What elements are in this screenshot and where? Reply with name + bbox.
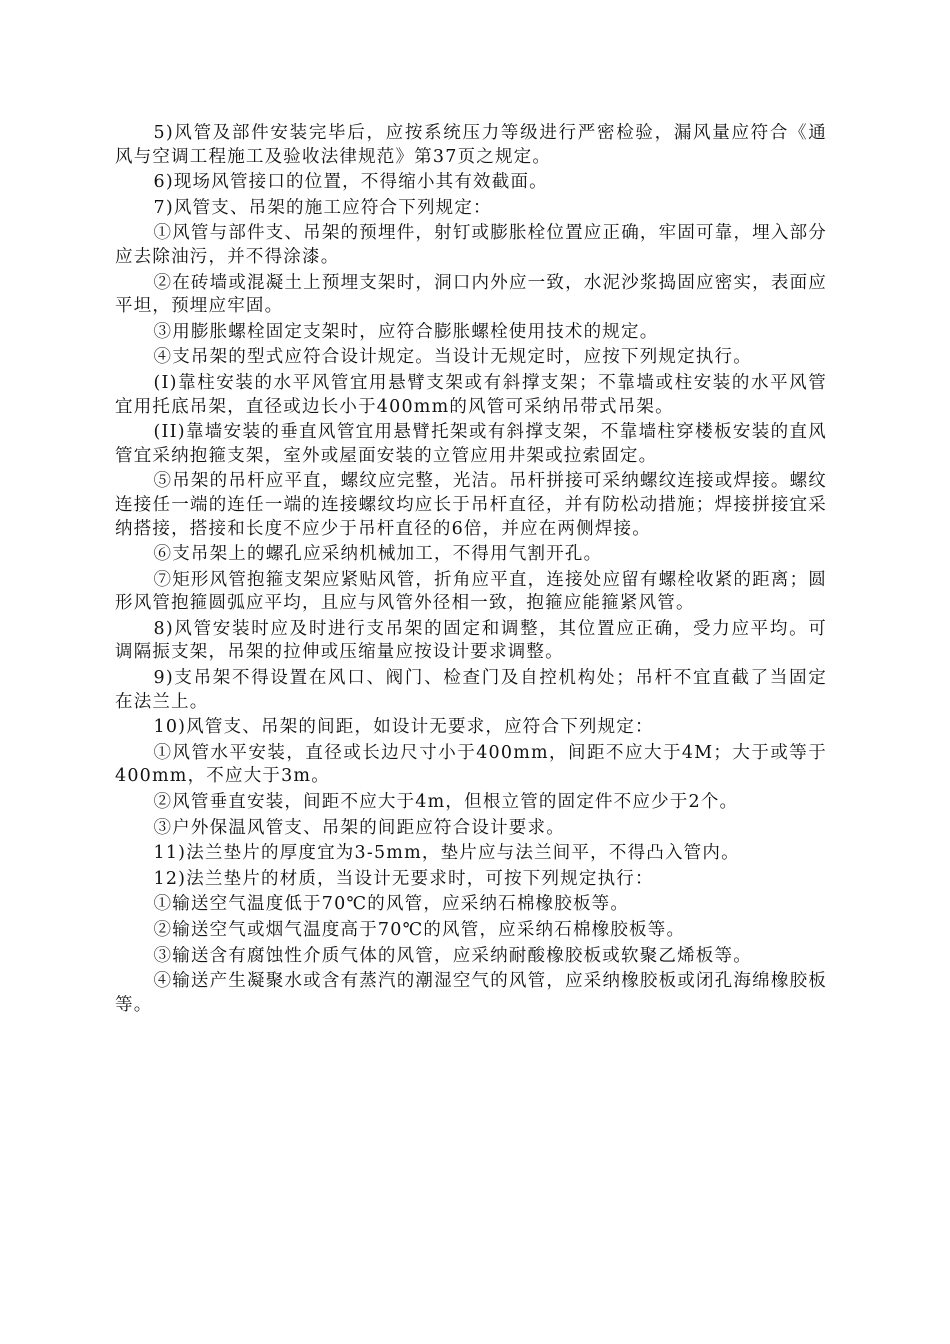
- paragraph-6: 6)现场风管接口的位置，不得缩小其有效截面。: [153, 172, 548, 193]
- paragraph-11: 11)法兰垫片的厚度宜为3-5mm，垫片应与法兰间平，不得凸入管内。: [153, 843, 740, 864]
- paragraph-10: 10)风管支、吊架的间距，如设计无要求，应符合下列规定：: [153, 717, 654, 738]
- paragraph-7-3: ③用膨胀螺栓固定支架时，应符合膨胀螺栓使用技术的规定。: [153, 321, 659, 342]
- paragraph-7-2: ②在砖墙或混凝土上预埋支架时，洞口内外应一致，水泥沙浆捣固应密实，表面应平坦，预埋应牢固。: [115, 272, 827, 317]
- paragraph-7-4-i: (I)靠柱安装的水平风管宜用悬臂支架或有斜撑支架；不靠墙或柱安装的水平风管宜用托底吊架，直径或边长小于400mm的风管可采纳吊带式吊架。: [115, 372, 827, 417]
- paragraph-12: 12)法兰垫片的材质，当设计无要求时，可按下列规定执行：: [153, 868, 654, 889]
- paragraph-7-4-ii: (II)靠墙安装的垂直风管宜用悬臂托架或有斜撑支架，不靠墙柱穿楼板安装的直风管宜采纳抱箍支架，室外或屋面安装的立管应用井架或拉索固定。: [115, 422, 827, 466]
- paragraph-9: 9)支吊架不得设置在风口、阀门、检查门及自控机构处；吊杆不宜直截了当固定在法兰上。: [115, 668, 827, 712]
- paragraph-7: 7)风管支、吊架的施工应符合下列规定：: [153, 197, 492, 218]
- paragraph-7-7: ⑦矩形风管抱箍支架应紧贴风管，折角应平直，连接处应留有螺栓收紧的距离；圆形风管抱箍圆弧应平均，且应与风管外径相一致，抱箍应能箍紧风管。: [115, 569, 827, 614]
- paragraph-5: 5)风管及部件安装完毕后，应按系统压力等级进行严密检验，漏风量应符合《通风与空调工程施工及验收法律规范》第37页之规定。: [115, 123, 827, 167]
- paragraph-12-2: ②输送空气或烟气温度高于70℃的风管，应采纳石棉橡胶板等。: [153, 920, 686, 940]
- paragraph-7-5: ⑤吊架的吊杆应平直，螺纹应完整，光洁。吊杆拼接可采纳螺纹连接或焊接。螺纹连接任一端的连任一端的连接螺纹均应长于吊杆直径，并有防松动措施；焊接拼接宜采纳搭接，搭接和长度不应少于吊杆直径的6倍，并应在两侧焊接。: [115, 471, 827, 539]
- paragraph-8: 8)风管安装时应及时进行支吊架的固定和调整，其位置应正确，受力应平均。可调隔振支架，吊架的拉伸或压缩量应按设计要求调整。: [115, 618, 827, 663]
- paragraph-7-6: ⑥支吊架上的螺孔应采纳机械加工，不得用气割开孔。: [153, 544, 603, 565]
- paragraph-12-3: ③输送含有腐蚀性介质气体的风管，应采纳耐酸橡胶板或软聚乙烯板等。: [153, 945, 752, 966]
- paragraph-10-1: ①风管水平安装，直径或长边尺寸小于400mm，间距不应大于4M；大于或等于400mm，不应大于3m。: [115, 742, 827, 787]
- paragraph-12-1: ①输送空气温度低于70℃的风管，应采纳石棉橡胶板等。: [153, 894, 630, 915]
- document-page: [115, 122, 827, 1019]
- paragraph-7-4: ④支吊架的型式应符合设计规定。当设计无规定时，应按下列规定执行。: [153, 347, 752, 368]
- paragraph-7-1: ①风管与部件支、吊架的预埋件，射钉或膨胀栓位置应正确，牢固可靠，埋入部分应去除油污，并不得涂漆。: [115, 223, 827, 267]
- paragraph-10-2: ②风管垂直安装，间距不应大于4m，但根立管的固定件不应少于2个。: [153, 792, 739, 813]
- paragraph-12-4: ④输送产生凝聚水或含有蒸汽的潮湿空气的风管，应采纳橡胶板或闭孔海绵橡胶板等。: [115, 971, 827, 1015]
- paragraph-10-3: ③户外保温风管支、吊架的间距应符合设计要求。: [153, 817, 565, 838]
